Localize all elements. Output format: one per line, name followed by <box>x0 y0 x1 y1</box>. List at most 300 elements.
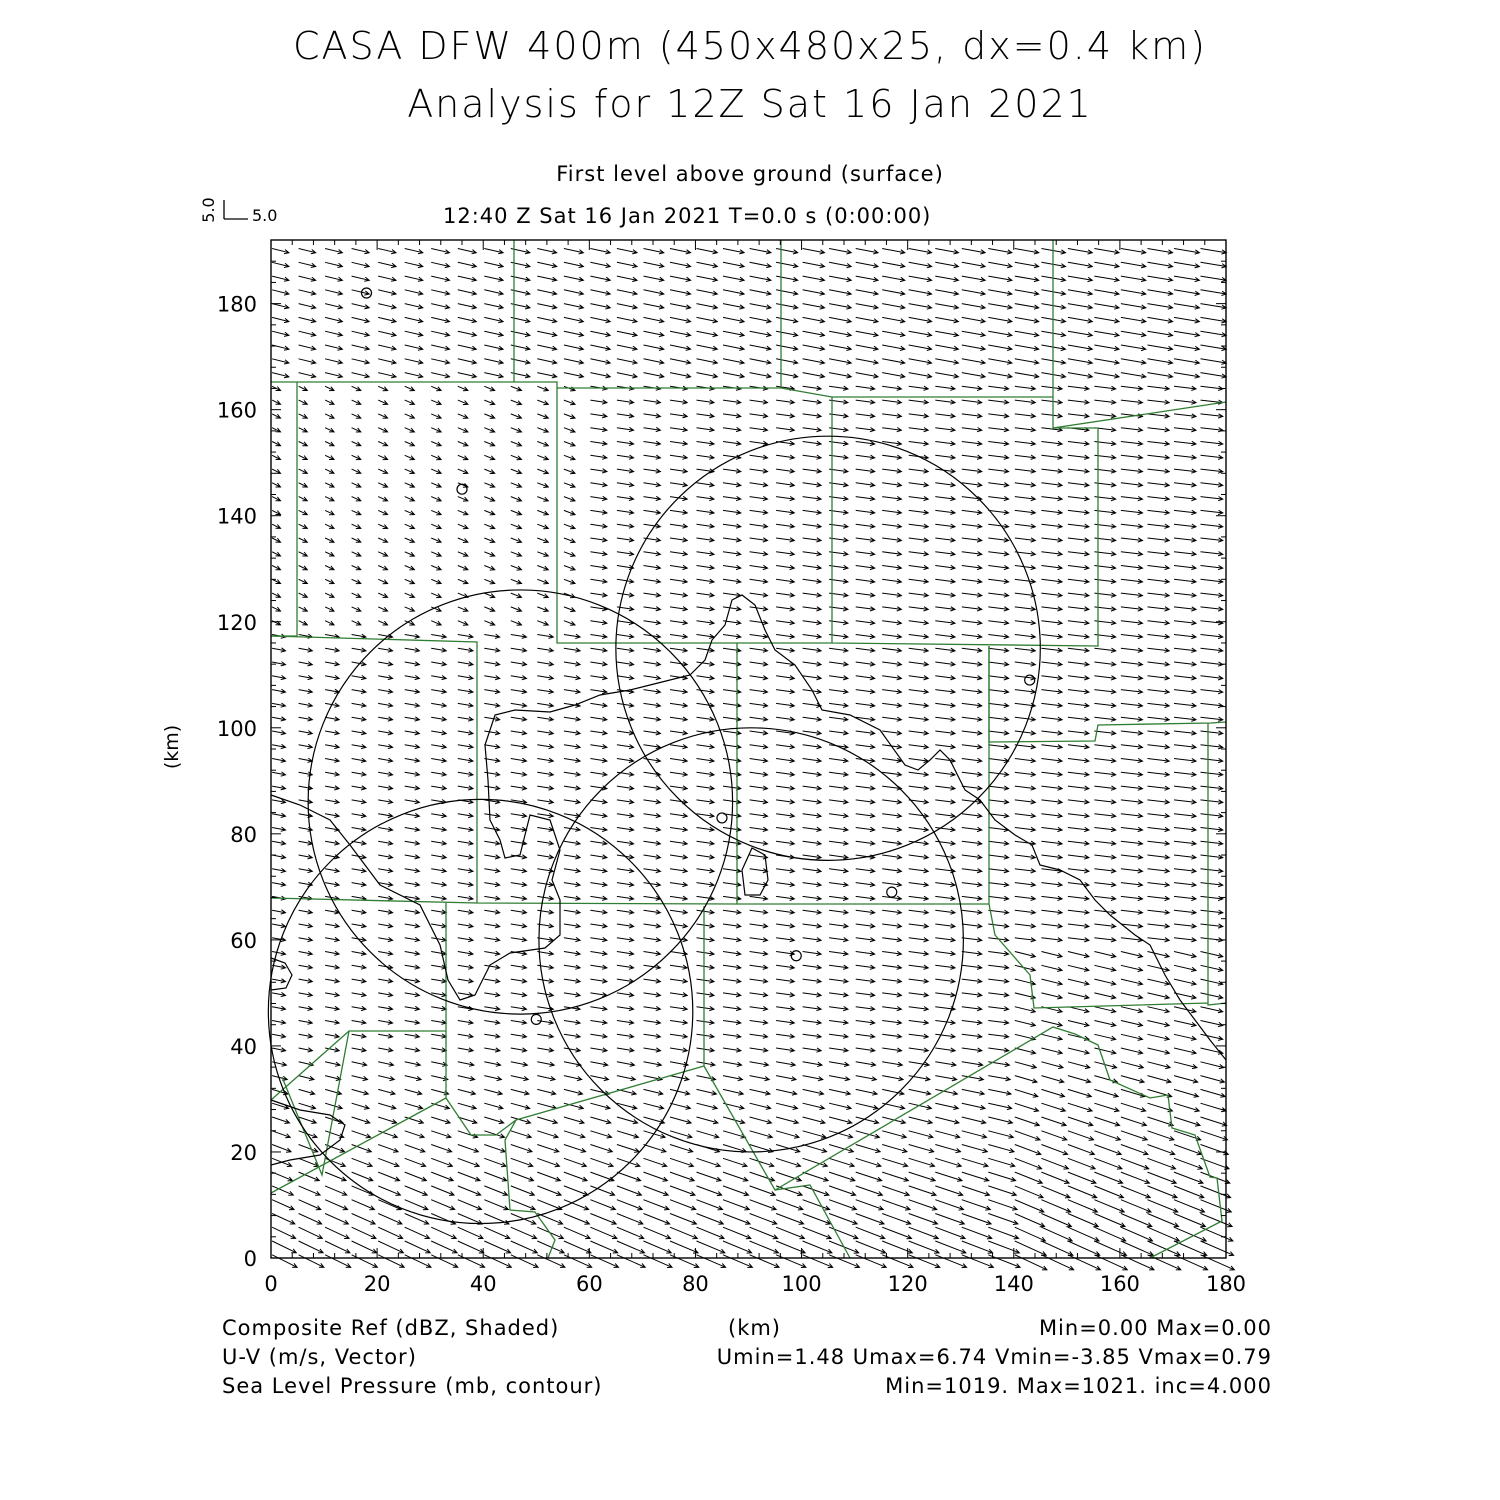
wind-vector <box>803 579 822 583</box>
wind-vector <box>511 648 527 652</box>
wind-vector <box>299 442 308 446</box>
wind-vector <box>564 331 584 336</box>
wind-vector <box>776 1034 794 1038</box>
wind-vector <box>1148 979 1170 985</box>
wind-vector <box>962 1172 989 1181</box>
wind-vector <box>962 331 985 337</box>
wind-vector <box>299 703 313 707</box>
wind-vector <box>962 552 982 556</box>
wind-vector <box>1148 414 1170 418</box>
wind-vector <box>431 345 449 350</box>
wind-vector <box>962 731 982 735</box>
wind-vector <box>1121 428 1143 432</box>
wind-vector <box>803 1020 822 1024</box>
wind-vector <box>776 565 794 569</box>
wind-vector <box>1041 882 1062 886</box>
wind-vector <box>856 993 875 997</box>
wind-vector <box>590 400 607 404</box>
wind-vector <box>378 896 392 900</box>
wind-vector <box>617 552 634 556</box>
wind-vector <box>378 744 392 748</box>
wind-vector <box>909 951 929 955</box>
wind-vector <box>352 1034 366 1038</box>
wind-vector <box>378 345 396 350</box>
wind-vector <box>1094 331 1119 337</box>
wind-vector <box>962 676 982 680</box>
wind-vector <box>405 276 423 281</box>
wind-vector <box>617 869 634 873</box>
wind-vector <box>935 689 955 693</box>
y-tick-label: 160 <box>216 398 257 423</box>
wind-vector <box>644 400 661 404</box>
wind-vector <box>378 249 396 254</box>
wind-vector <box>1201 414 1223 418</box>
wind-vector <box>803 262 825 268</box>
wind-vector <box>1068 869 1089 873</box>
wind-vector <box>1041 979 1062 985</box>
wind-vector <box>988 276 1012 282</box>
wind-vector <box>431 689 446 693</box>
wind-vector <box>617 441 634 445</box>
wind-vector <box>1148 593 1170 597</box>
wind-vector <box>803 455 822 459</box>
wind-vector <box>1068 1062 1090 1069</box>
wind-vector <box>299 717 313 721</box>
wind-vector <box>988 662 1008 666</box>
wind-vector <box>670 1227 697 1239</box>
wind-vector <box>352 331 370 336</box>
wind-vector <box>352 1241 377 1253</box>
wind-vector <box>988 745 1008 749</box>
wind-vector <box>1094 648 1115 652</box>
wind-vector <box>988 993 1008 997</box>
wind-vector <box>1068 745 1089 749</box>
wind-vector <box>405 1186 428 1196</box>
wind-vector <box>378 951 392 955</box>
wind-vector <box>484 249 503 254</box>
wind-vector <box>697 938 715 942</box>
wind-vector <box>405 813 420 817</box>
wind-vector <box>431 869 446 873</box>
wind-vector <box>511 1145 532 1153</box>
wind-vector <box>988 359 1012 365</box>
wind-vector <box>697 800 715 804</box>
wind-vector <box>458 455 468 460</box>
wind-vector <box>962 841 982 845</box>
wind-vector <box>856 1172 882 1181</box>
wind-vector <box>1068 1186 1097 1198</box>
wind-vector <box>617 1006 634 1010</box>
wind-vector <box>962 1062 983 1067</box>
wind-vector <box>750 1076 770 1081</box>
wind-vector <box>750 965 768 969</box>
wind-vector <box>511 552 522 557</box>
wind-vector <box>1174 483 1196 487</box>
wind-vector <box>776 979 794 983</box>
wind-vector <box>988 841 1008 845</box>
wind-vector <box>697 1103 718 1109</box>
wind-vector <box>1094 689 1115 693</box>
wind-vector <box>1094 731 1115 735</box>
wind-vector <box>511 483 522 488</box>
wind-vector <box>272 675 285 679</box>
wind-vector <box>670 1145 693 1153</box>
wind-vector <box>803 414 822 418</box>
x-axis-label: (km) <box>728 1316 782 1340</box>
wind-vector <box>272 276 289 281</box>
wind-vector <box>511 1200 535 1210</box>
wind-vector <box>697 1214 724 1225</box>
wind-vector <box>564 689 580 693</box>
wind-vector <box>484 400 494 405</box>
wind-vector <box>697 1158 721 1167</box>
wind-vector <box>564 579 575 584</box>
wind-vector <box>1094 758 1115 762</box>
wind-vector <box>405 910 420 914</box>
wind-vector <box>272 538 280 542</box>
wind-vector <box>272 414 280 418</box>
wind-vector <box>1015 938 1036 942</box>
wind-vector <box>1121 552 1143 556</box>
wind-vector <box>909 510 929 514</box>
wind-vector <box>431 359 449 364</box>
wind-vector <box>962 262 985 268</box>
wind-vector <box>1068 552 1089 556</box>
wind-vector <box>644 510 661 514</box>
wind-vector <box>882 731 901 735</box>
wind-vector <box>1148 883 1170 887</box>
wind-vector <box>723 331 744 336</box>
wind-vector <box>617 634 634 638</box>
wind-vector <box>670 786 687 790</box>
wind-vector <box>1015 1089 1038 1097</box>
wind-vector <box>511 703 527 707</box>
wind-vector <box>697 910 715 914</box>
wind-vector <box>458 882 473 886</box>
wind-vector <box>405 1172 427 1181</box>
wind-vector <box>431 483 441 488</box>
wind-vector <box>458 744 473 748</box>
wind-vector <box>431 331 449 336</box>
wind-vector <box>511 1006 527 1010</box>
wind-vector <box>1094 1214 1125 1227</box>
wind-vector <box>299 1200 321 1210</box>
wind-vector <box>1068 689 1089 693</box>
wind-vector <box>405 442 415 446</box>
wind-vector <box>644 1172 668 1181</box>
wind-vector <box>723 772 741 776</box>
wind-vector <box>1174 979 1196 985</box>
wind-vector <box>299 1034 313 1038</box>
wind-vector <box>644 1255 673 1268</box>
wind-vector <box>272 800 285 804</box>
wind-vector <box>325 552 334 556</box>
wind-vector <box>458 772 473 776</box>
wind-vector <box>352 1089 369 1095</box>
wind-vector <box>299 1255 324 1268</box>
wind-vector <box>590 648 607 652</box>
wind-vector <box>378 1048 393 1052</box>
wind-vector <box>856 1241 886 1253</box>
wind-vector <box>988 634 1008 638</box>
wind-vector <box>1041 745 1062 749</box>
wind-vector <box>829 331 851 337</box>
wind-vector <box>1148 400 1170 404</box>
wind-vector <box>299 1076 314 1081</box>
wind-vector <box>1068 896 1089 900</box>
wind-vector <box>750 1131 773 1138</box>
wind-vector <box>617 1200 642 1210</box>
wind-vector <box>644 345 664 350</box>
x-tick-label: 120 <box>887 1272 928 1296</box>
wind-vector <box>882 1186 909 1196</box>
wind-vector <box>405 993 420 997</box>
wind-vector <box>617 373 637 378</box>
wind-vector <box>776 427 794 431</box>
radar-site-marker <box>887 887 897 897</box>
wind-vector <box>511 538 522 543</box>
wind-vector <box>617 1186 642 1196</box>
wind-vector <box>776 1200 803 1210</box>
wind-vector <box>909 276 932 282</box>
wind-vector <box>962 993 982 997</box>
wind-vector <box>697 1255 726 1268</box>
wind-vector <box>590 331 610 336</box>
wind-vector <box>458 703 473 707</box>
wind-vector <box>1068 1200 1098 1213</box>
wind-vector <box>1015 414 1036 418</box>
wind-vector <box>1174 441 1196 445</box>
wind-vector <box>723 979 741 983</box>
wind-vector <box>431 1006 446 1010</box>
wind-vector <box>962 1103 985 1109</box>
wind-vector <box>564 869 580 873</box>
wind-vector <box>458 910 473 914</box>
wind-vector <box>537 731 553 735</box>
wind-vector <box>617 249 637 254</box>
wind-vector <box>670 758 687 762</box>
wind-vector <box>962 1007 982 1011</box>
wind-vector <box>564 993 580 997</box>
wind-vector <box>1041 993 1062 999</box>
wind-vector <box>537 758 553 762</box>
wind-vector <box>1121 469 1143 473</box>
wind-vector <box>590 1131 611 1138</box>
wind-vector <box>272 249 289 254</box>
y-tick-label: 0 <box>243 1247 257 1271</box>
wind-vector <box>644 469 661 473</box>
wind-vector <box>458 497 468 502</box>
wind-vector <box>829 345 851 351</box>
wind-vector <box>1041 1089 1064 1097</box>
wind-vector <box>325 910 339 914</box>
wind-vector <box>405 331 423 336</box>
wind-vector <box>1094 414 1115 418</box>
wind-vector <box>697 634 715 638</box>
wind-vector <box>617 483 634 487</box>
wind-vector <box>1094 249 1119 255</box>
wind-vector <box>1121 952 1143 958</box>
wind-vector <box>1094 841 1115 845</box>
wind-vector <box>1201 483 1223 487</box>
wind-vector <box>537 937 553 941</box>
x-tick-label: 80 <box>682 1272 709 1296</box>
wind-vector <box>1041 565 1062 569</box>
wind-vector <box>431 304 449 309</box>
wind-vector <box>988 717 1008 721</box>
wind-vector <box>484 1089 502 1095</box>
wind-vector <box>1094 1241 1126 1256</box>
wind-vector <box>935 607 955 611</box>
wind-vector <box>1015 524 1036 528</box>
wind-vector <box>1121 662 1143 666</box>
wind-vector <box>1201 386 1223 390</box>
wind-vector <box>405 924 420 928</box>
wind-vector <box>1148 1214 1179 1227</box>
wind-vector <box>909 1048 929 1052</box>
wind-vector <box>325 841 339 845</box>
wind-vector <box>537 910 553 914</box>
wind-vector <box>1148 1186 1178 1198</box>
wind-vector <box>829 896 848 900</box>
wind-vector <box>935 400 955 404</box>
wind-vector <box>697 689 715 693</box>
wind-vector <box>590 510 607 514</box>
wind-vector <box>750 1034 768 1038</box>
wind-vector <box>378 483 387 487</box>
wind-vector <box>405 359 423 364</box>
wind-vector <box>988 552 1008 556</box>
wind-vector <box>1201 249 1227 255</box>
wind-vector <box>378 937 392 941</box>
wind-vector <box>988 455 1008 459</box>
wind-vector <box>1121 965 1143 971</box>
wind-vector <box>352 510 361 514</box>
wind-vector <box>564 552 575 557</box>
wind-vector <box>988 1214 1018 1225</box>
wind-vector <box>1201 1103 1227 1112</box>
wind-vector <box>1041 621 1062 625</box>
wind-vector <box>670 979 687 983</box>
wind-vector <box>458 400 468 405</box>
wind-vector <box>590 524 607 528</box>
wind-vector <box>856 1131 880 1138</box>
wind-vector <box>697 924 715 928</box>
wind-vector <box>484 744 499 748</box>
wind-vector <box>590 703 607 707</box>
wind-vector <box>723 290 744 296</box>
wind-vector <box>431 373 449 378</box>
wind-vector <box>1068 249 1092 255</box>
wind-vector <box>511 1020 527 1024</box>
wind-vector <box>935 1145 960 1153</box>
wind-vector <box>1201 538 1223 542</box>
wind-vector <box>776 579 794 583</box>
wind-vector <box>564 634 580 638</box>
wind-vector <box>537 317 556 322</box>
wind-vector <box>750 813 768 817</box>
wind-vector <box>378 262 396 267</box>
wind-vector <box>644 593 661 597</box>
wind-vector <box>405 951 420 955</box>
wind-vector <box>537 345 556 350</box>
wind-vector <box>511 469 522 474</box>
wind-vector <box>962 249 985 255</box>
wind-vector <box>511 731 527 735</box>
wind-vector <box>1174 634 1196 638</box>
chart-title-line1: CASA DFW 400m (450x480x25, dx=0.4 km) <box>292 24 1207 68</box>
wind-vector <box>988 524 1008 528</box>
wind-vector <box>882 579 901 583</box>
wind-vector <box>1148 524 1170 528</box>
wind-vector <box>909 855 929 859</box>
wind-vector <box>803 772 822 776</box>
y-tick-label: 40 <box>230 1034 257 1059</box>
wind-vector <box>909 249 932 255</box>
wind-vector <box>1121 359 1146 365</box>
wind-vector <box>1068 524 1089 528</box>
wind-vector <box>484 951 499 955</box>
wind-vector <box>962 400 982 404</box>
wind-vector <box>564 800 580 804</box>
wind-vector <box>697 607 715 611</box>
wind-vector <box>988 373 1012 379</box>
wind-vector <box>723 951 741 955</box>
wind-vector <box>697 758 715 762</box>
wind-vector <box>484 772 499 776</box>
wind-vector <box>1041 648 1062 652</box>
wind-vector <box>564 1048 580 1052</box>
wind-vector <box>458 290 477 295</box>
wind-vector <box>484 304 503 309</box>
wind-vector <box>299 1241 324 1253</box>
wind-vector <box>1148 662 1170 666</box>
wind-vector <box>1121 276 1146 282</box>
wind-vector <box>697 951 715 955</box>
wind-vector <box>644 359 664 364</box>
wind-vector <box>537 896 553 900</box>
wind-vector <box>272 442 280 446</box>
wind-vector <box>617 965 634 969</box>
wind-vector <box>325 1241 350 1253</box>
wind-vector <box>1201 662 1223 666</box>
wind-vector <box>484 607 494 612</box>
wind-vector <box>962 1131 987 1139</box>
x-tick-label: 0 <box>264 1272 278 1296</box>
wind-vector <box>750 938 768 942</box>
wind-vector <box>431 469 441 473</box>
wind-vector <box>697 1117 718 1124</box>
wind-vector <box>1041 400 1062 404</box>
wind-vector <box>1015 538 1036 542</box>
wind-vector <box>484 855 499 859</box>
wind-vector <box>1148 483 1170 487</box>
wind-vector <box>697 579 715 583</box>
wind-vector <box>644 1020 661 1024</box>
wind-vector <box>829 1117 852 1124</box>
wind-vector <box>829 373 851 378</box>
wind-vector <box>537 607 548 612</box>
wind-vector <box>962 1186 990 1196</box>
wind-vector <box>405 469 415 473</box>
wind-vector <box>882 565 901 569</box>
wind-vector <box>935 676 955 680</box>
wind-vector <box>882 607 901 611</box>
wind-vector <box>1015 1214 1045 1227</box>
wind-vector <box>1068 345 1092 351</box>
wind-vector <box>1148 607 1170 611</box>
y-tick-label: 60 <box>230 928 257 953</box>
